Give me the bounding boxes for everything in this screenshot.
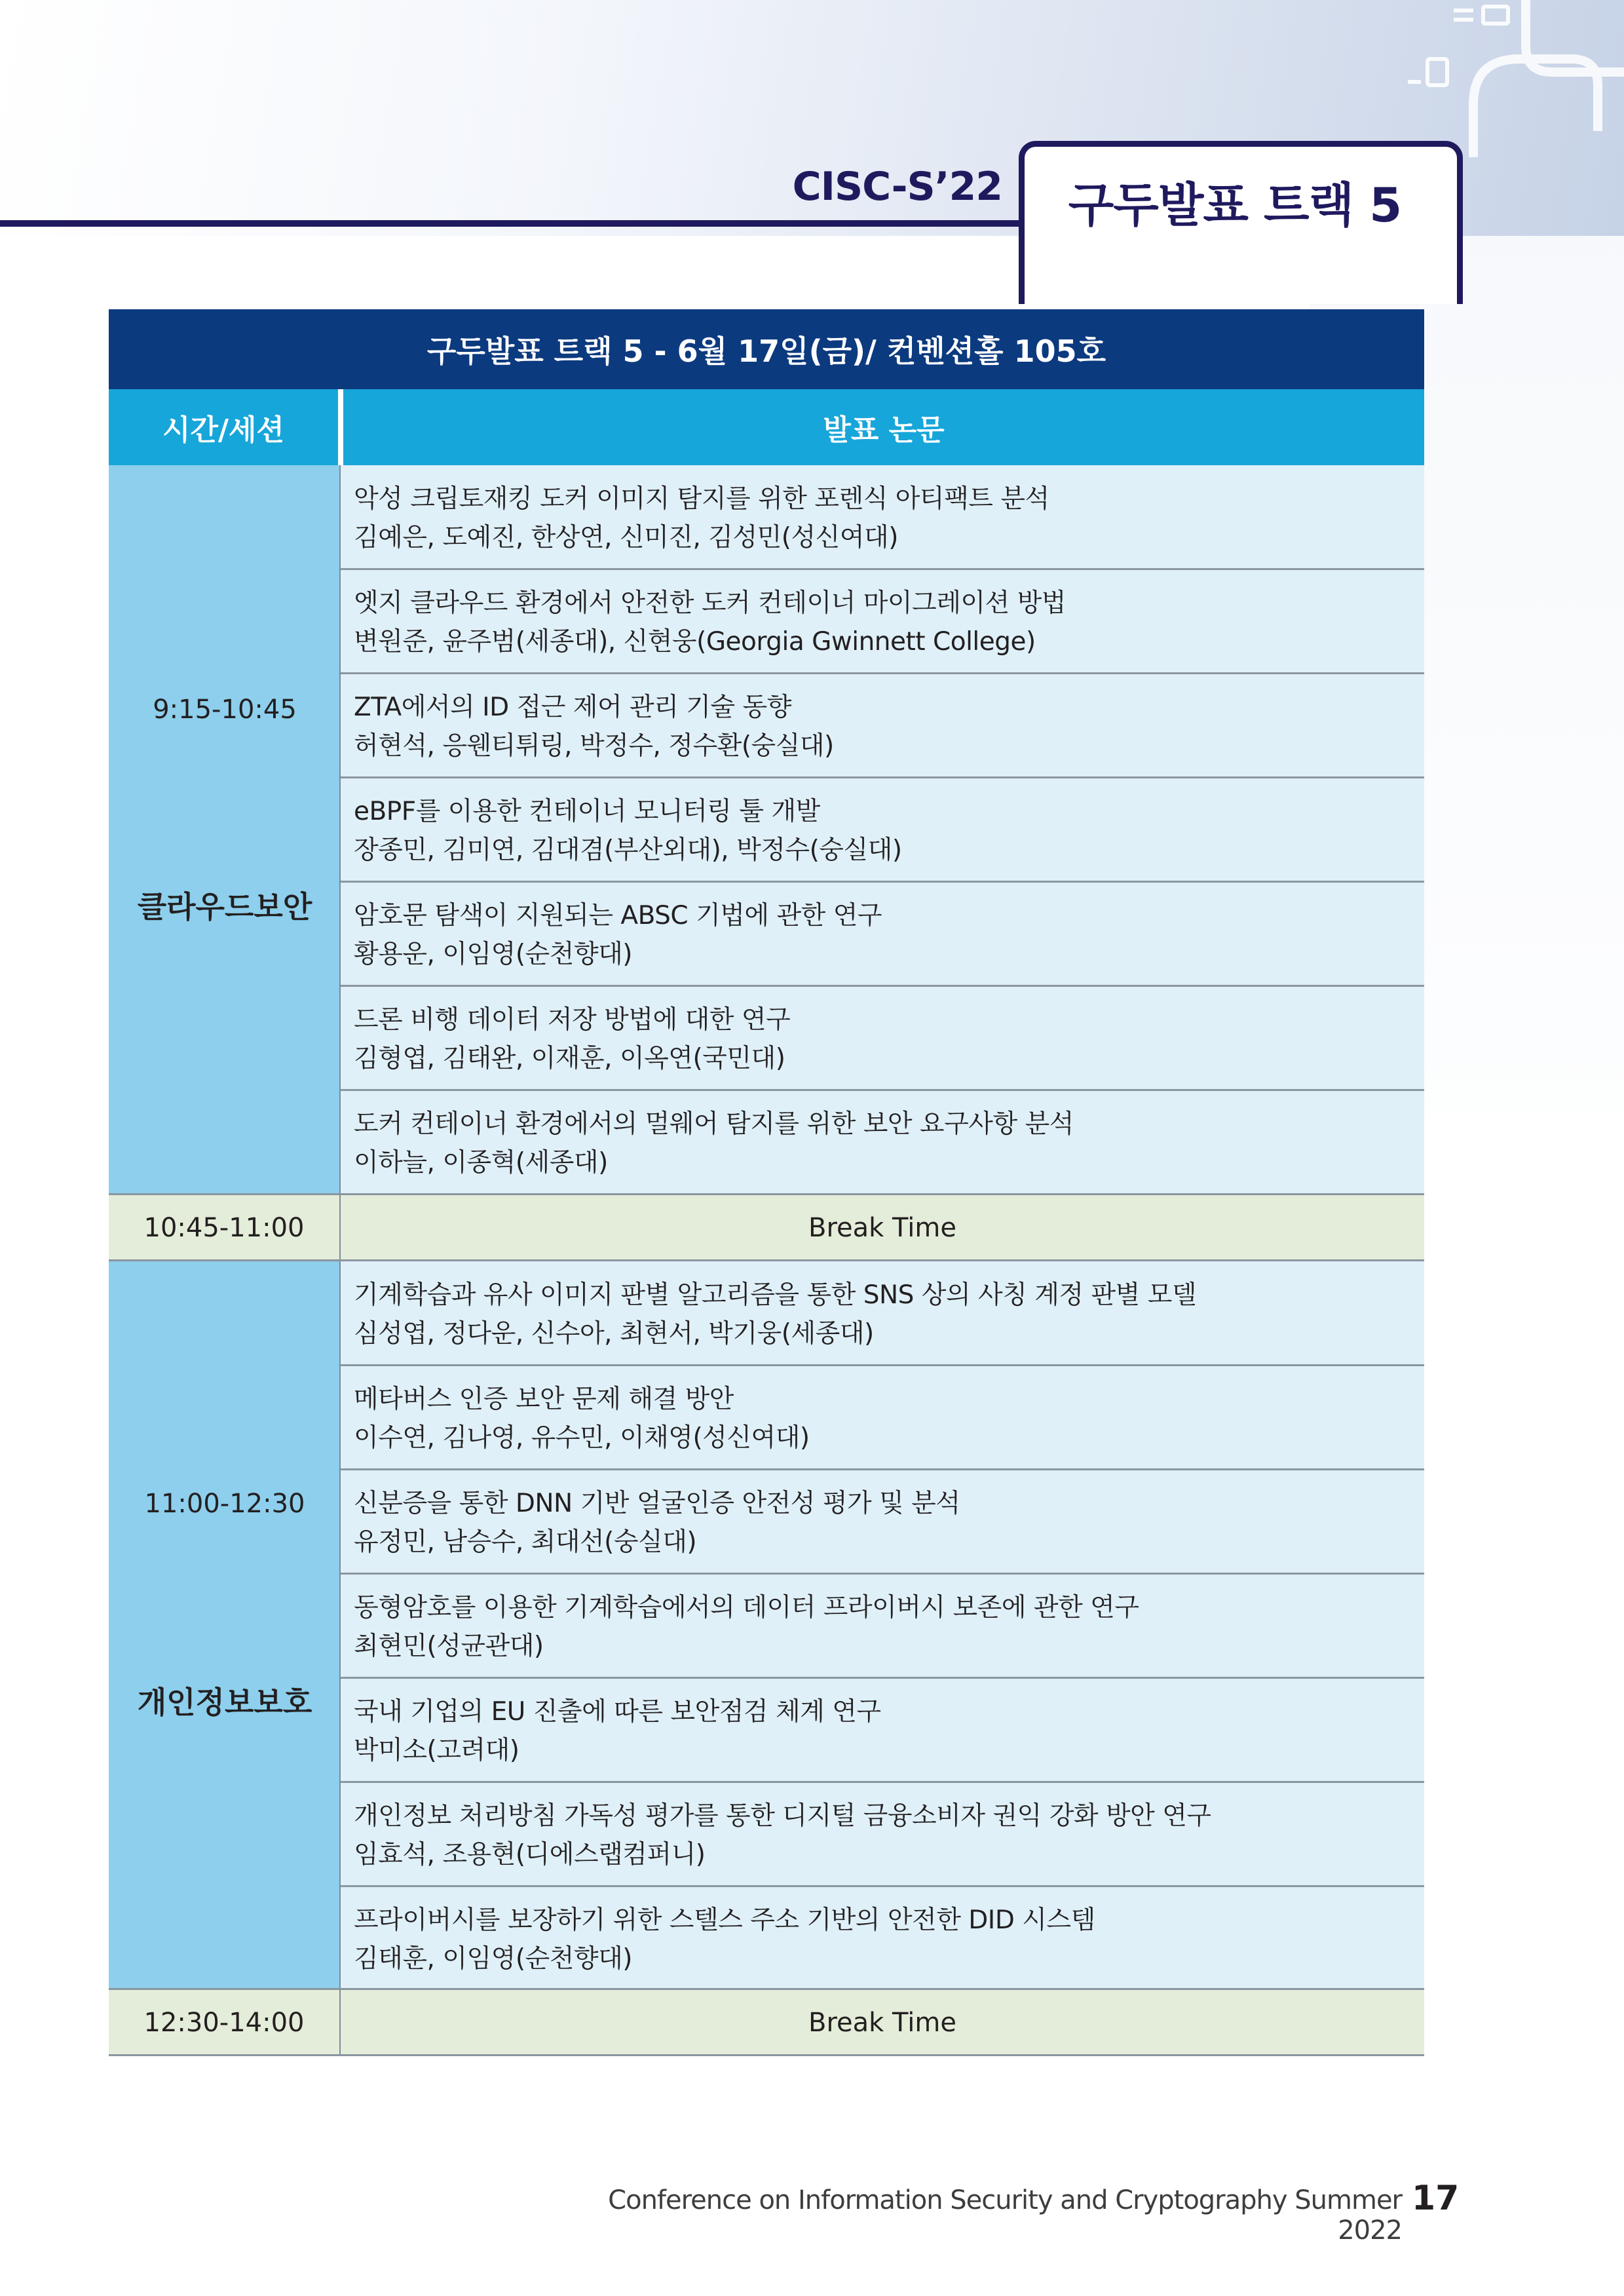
session-time: 9:15-10:45 <box>153 695 297 725</box>
table-row <box>341 986 1424 1090</box>
table-row <box>341 1470 1424 1573</box>
paper-title: 메타버스 인증 보안 문제 해결 방안 <box>354 1385 734 1414</box>
paper-authors: 장종민, 김미연, 김대겸(부산외대), 박정수(숭실대) <box>354 835 902 865</box>
row-divider <box>341 985 1424 987</box>
paper-authors: 황용운, 이임영(순천향대) <box>354 940 632 969</box>
header-rule <box>0 220 1022 227</box>
row-divider <box>341 1573 1424 1575</box>
row-divider <box>109 2054 1424 2056</box>
table-row <box>341 1886 1424 1988</box>
paper-title: ZTA에서의 ID 접근 제어 관리 기술 동향 <box>354 693 791 722</box>
row-divider <box>341 1089 1424 1091</box>
paper-title: 신분증을 통한 DNN 기반 얼굴인증 안전성 평가 및 분석 <box>354 1489 960 1518</box>
column-header-paper: 발표 논문 <box>343 389 1424 465</box>
paper-authors: 김태훈, 이임영(순천향대) <box>354 1944 632 1974</box>
table-row <box>341 569 1424 673</box>
paper-title: 기계학습과 유사 이미지 판별 알고리즘을 통한 SNS 상의 사칭 계정 판별 모델 <box>354 1280 1197 1310</box>
paper-authors: 허현석, 응웬티튀링, 박정수, 정수환(숭실대) <box>354 731 834 761</box>
table-row <box>341 1261 1424 1365</box>
row-divider <box>341 1364 1424 1366</box>
paper-title: 암호문 탐색이 지원되는 ABSC 기법에 관한 연구 <box>354 901 882 930</box>
break-time-slot: 10:45-11:00 <box>109 1195 341 1260</box>
paper-title: 도커 컨테이너 환경에서의 멀웨어 탐지를 위한 보안 요구사항 분석 <box>354 1109 1074 1139</box>
row-divider <box>341 568 1424 570</box>
row-divider <box>341 1781 1424 1783</box>
paper-authors: 이수연, 김나영, 유수민, 이채영(성신여대) <box>354 1423 810 1453</box>
table-row <box>341 1090 1424 1194</box>
paper-authors: 임효석, 조용현(디에스랩컴퍼니) <box>354 1840 706 1869</box>
table-row <box>341 465 1424 569</box>
conference-code: CISC-S’22 <box>792 164 1002 210</box>
paper-authors: 김예은, 도예진, 한상연, 신미진, 김성민(성신여대) <box>354 523 898 552</box>
paper-authors: 유정민, 남승수, 최대선(숭실대) <box>354 1527 697 1557</box>
row-divider <box>341 672 1424 674</box>
table-row <box>341 1782 1424 1886</box>
paper-title: 엣지 클라우드 환경에서 안전한 도커 컨테이너 마이그레이션 방법 <box>354 588 1066 618</box>
paper-title: 동형암호를 이용한 기계학습에서의 데이터 프라이버시 보존에 관한 연구 <box>354 1593 1139 1622</box>
paper-title: 개인정보 처리방침 가독성 평가를 통한 디지털 금융소비자 권익 강화 방안 연구 <box>354 1801 1211 1831</box>
page-number: 17 <box>1412 2179 1460 2218</box>
paper-authors: 박미소(고려대) <box>354 1736 519 1765</box>
paper-authors: 이하늘, 이종혁(세종대) <box>354 1148 608 1177</box>
table-row <box>341 674 1424 777</box>
table-row <box>341 1678 1424 1782</box>
session-cell <box>109 1261 341 1988</box>
table-row <box>341 1574 1424 1677</box>
column-header-time: 시간/세션 <box>109 389 338 465</box>
paper-title: eBPF를 이용한 컨테이너 모니터링 툴 개발 <box>354 797 820 826</box>
break-label: Break Time <box>341 1195 1424 1260</box>
track-title: 구두발표 트랙 5 <box>1068 178 1402 233</box>
paper-title: 국내 기업의 EU 진출에 따른 보안점검 체계 연구 <box>354 1697 881 1727</box>
row-divider <box>341 881 1424 883</box>
table-row <box>341 778 1424 881</box>
row-divider <box>341 1468 1424 1470</box>
paper-title: 프라이버시를 보장하기 위한 스텔스 주소 기반의 안전한 DID 시스템 <box>354 1905 1095 1935</box>
break-label: Break Time <box>341 1990 1424 2055</box>
table-row <box>341 1366 1424 1469</box>
header-divider <box>338 389 343 465</box>
footer-conference-name: Conference on Information Security and Cryptography Summer 2022 <box>608 2185 1402 2246</box>
paper-authors: 김형엽, 김태완, 이재훈, 이옥연(국민대) <box>354 1044 785 1073</box>
session-name: 개인정보보호 <box>137 1685 312 1720</box>
paper-authors: 변원준, 윤주범(세종대), 신현웅(Georgia Gwinnett College) <box>354 627 1036 657</box>
paper-authors: 심성엽, 정다운, 신수아, 최현서, 박기웅(세종대) <box>354 1319 874 1349</box>
paper-title: 악성 크립토재킹 도커 이미지 탐지를 위한 포렌식 아티팩트 분석 <box>354 484 1049 514</box>
session-cell <box>109 465 341 1195</box>
session-name: 클라우드보안 <box>137 889 312 925</box>
paper-title: 드론 비행 데이터 저장 방법에 대한 연구 <box>354 1005 791 1035</box>
break-time-slot: 12:30-14:00 <box>109 1990 341 2055</box>
row-divider <box>341 776 1424 778</box>
table-row <box>341 882 1424 985</box>
table-title: 구두발표 트랙 5 - 6월 17일(금)/ 컨벤션홀 105호 <box>109 309 1424 389</box>
row-divider <box>341 1677 1424 1679</box>
paper-authors: 최현민(성균관대) <box>354 1632 544 1661</box>
row-divider <box>341 1885 1424 1887</box>
session-time: 11:00-12:30 <box>144 1489 305 1519</box>
